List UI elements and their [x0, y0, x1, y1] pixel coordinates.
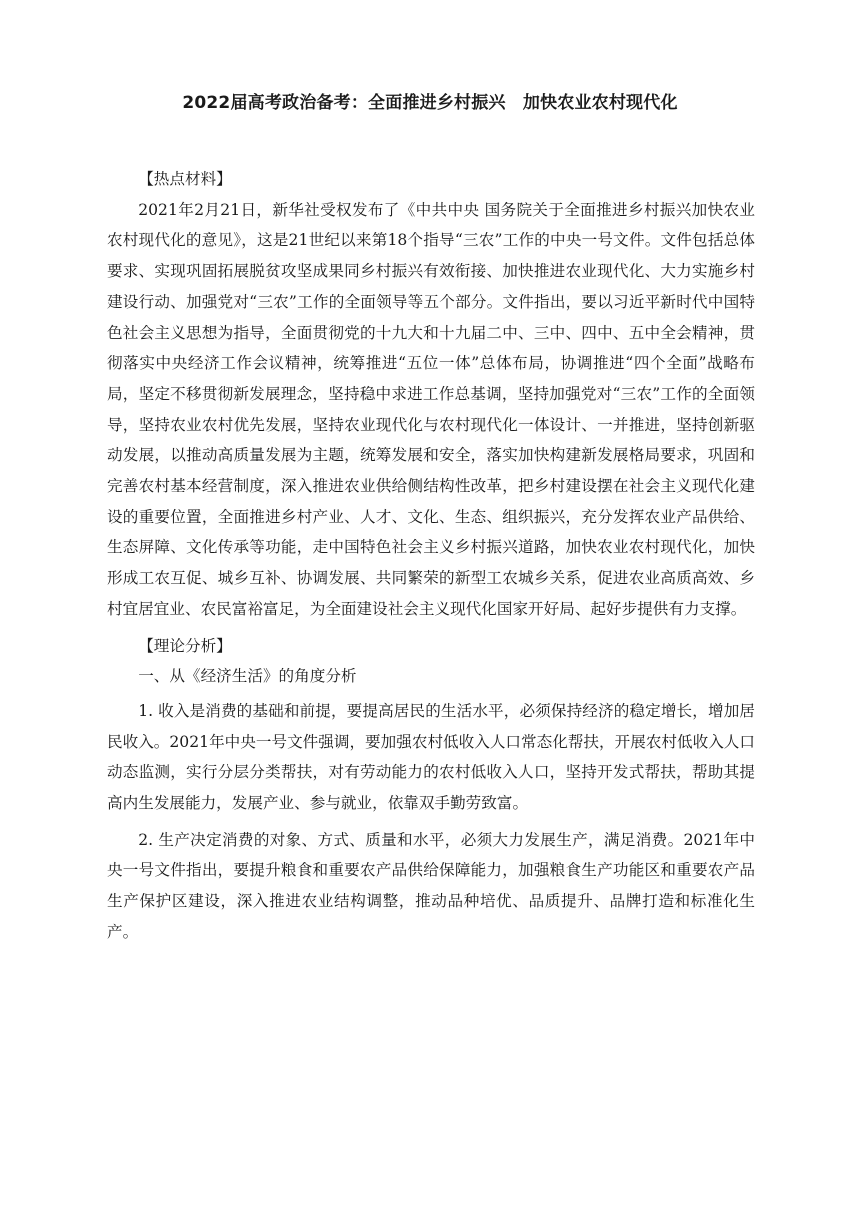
- theory-paragraph-2: 2. 生产决定消费的对象、方式、质量和水平，必须大力发展生产，满足消费。2021年中央一号文件指出，要提升粮食和重要农产品供给保障能力，加强粮食生产功能区和重要农产品生产保护区建设，深入推进农业结构调整，推动品种培优、品质提升、品牌打造和标准化生产。: [107, 830, 755, 941]
- section-heading-hot-material: 【热点材料】: [138, 170, 232, 188]
- theory-paragraph-1: 1. 收入是消费的基础和前提，要提高居民的生活水平，必须保持经济的稳定增长，增加居民收入。2021年中央一号文件强调，要加强农村低收入人口常态化帮扶，开展农村低收入人口动态监测，实行分层分类帮扶，对有劳动能力的农村低收入人口，坚持开发式帮扶，帮助其提高内生发展能力，发展产业、参与就业，依靠双手勤劳致富。: [107, 701, 755, 813]
- document-body: [107, 164, 755, 948]
- section-heading-theory-analysis: 【理论分析】: [138, 636, 232, 655]
- document-title: 2022届高考政治备考：全面推进乡村振兴 加快农业农村现代化: [182, 93, 678, 113]
- subsection-heading-economic-life: 一、从《经济生活》的角度分析: [138, 667, 357, 686]
- hot-material-paragraph: 2021年2月21日，新华社受权发布了《中共中央 国务院关于全面推进乡村振兴加快农业农村现代化的意见》，这是21世纪以来第18个指导“三农”工作的中央一号文件。文件包括总体要求、实现巩固拓展脱贫攻坚成果同乡村振兴有效衔接、加快推进农业现代化、大力实施乡村建设行动、加强党对“三农”工作的全面领导等五个部分。文件指出，要以习近平新时代中国特色社会主义思想为指导，全面贯彻党的十九大和十九届二中、三中、四中、五中全会精神，贯彻落实中央经济工作会议精神，统筹推进“五位一体”总体布局，协调推进“四个全面”战略布局，坚定不移贯彻新发展理念，坚持稳中求进工作总基调，坚持加强党对“三农”工作的全面领导，坚持农业农村优先发展，坚持农业现代化与农村现代化一体设计、一并推进，坚持创新驱动发展，以推动高质量发展为主题，统筹发展和安全，落实加快构建新发展格局要求，巩固和完善农村基本经营制度，深入推进农业供给侧结构性改革，把乡村建设摆在社会主义现代化建设的重要位置，全面推进乡村产业、人才、文化、生态、组织振兴，充分发挥农业产品供给、生态屏障、文化传承等功能，走中国特色社会主义乡村振兴道路，加快农业农村现代化，加快形成工农互促、城乡互补、协调发展、共同繁荣的新型工农城乡关系，促进农业高质高效、乡村宜居宜业、农民富裕富足，为全面建设社会主义现代化国家开好局、起好步提供有力支撑。: [107, 200, 755, 618]
